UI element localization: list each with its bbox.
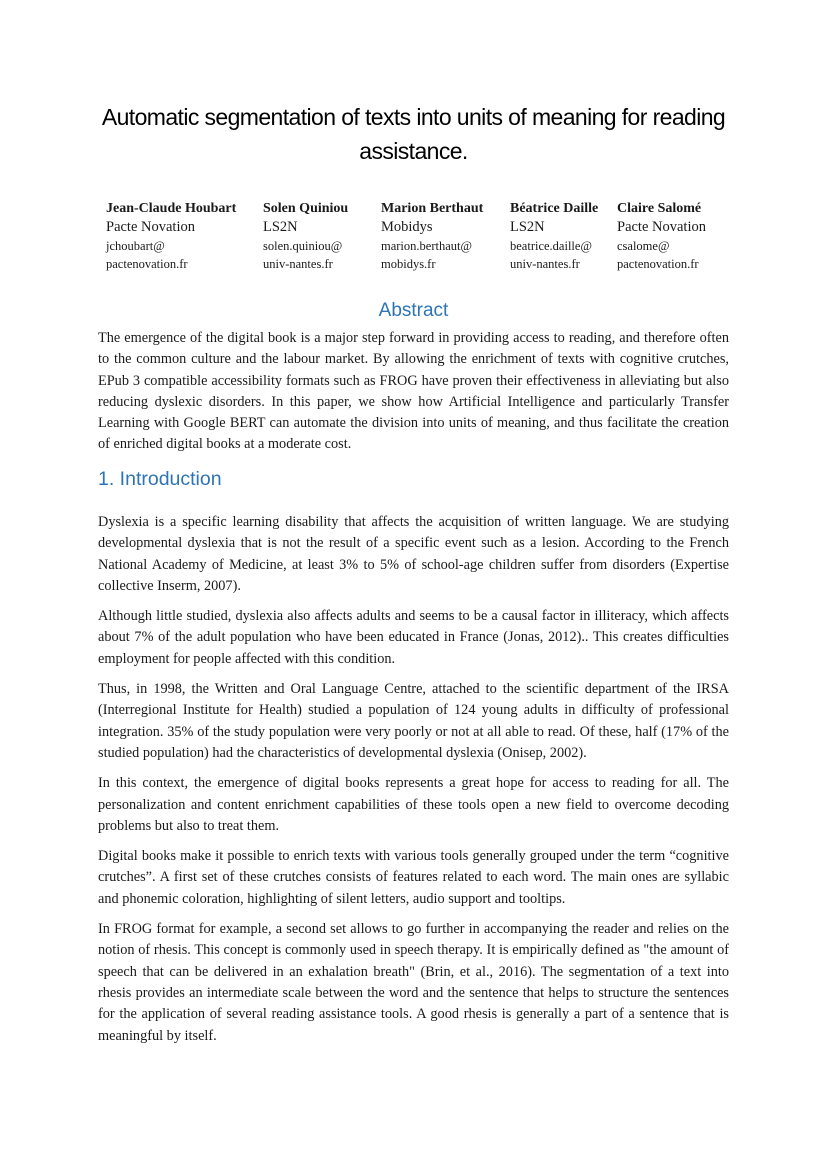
author-email-domain: pactenovation.fr <box>106 257 188 271</box>
author-email-user: jchoubart@ <box>106 239 165 253</box>
author-affiliation: Mobidys <box>381 219 433 235</box>
author-affiliation: Pacte Novation <box>106 219 195 235</box>
paragraph: Thus, in 1998, the Written and Oral Language Centre, attached to the scientific department of the IRSA (Interregional Institute for Health) studied a population of 124 young adults in difficulty of professional integration. 35% of the study population were very poorly or not at all able to read. Of these, half (17% of the studied population) had the characteristics of developmental dyslexia (Onisep, 2002). <box>98 681 729 761</box>
introduction-body <box>98 512 729 1056</box>
author-email-domain: pactenovation.fr <box>617 257 699 271</box>
abstract-body <box>98 328 729 465</box>
author-name: Marion Berthaut <box>381 201 484 216</box>
paragraph: In FROG format for example, a second set allows to go further in accompanying the reader and relies on the notion of rhesis. This concept is commonly used in speech therapy. It is empirically defined as "the amount of speech that can be delivered in an exhalation breath" (Brin, et al., 2016). The segmentation of a text into rhesis provides an intermediate scale between the word and the sentence that helps to structure the sentences for the application of several reading assistance tools. A good rhesis is generally a part of a sentence that is meaningful by itself. <box>98 921 729 1044</box>
paragraph: Digital books make it possible to enrich texts with various tools generally grouped under the term “cognitive crutches”. A first set of these crutches consists of features related to each word. The main ones are syllabic and phonemic coloration, highlighting of silent letters, audio support and tooltips. <box>98 848 729 907</box>
paragraph: In this context, the emergence of digital books represents a great hope for access to reading for all. The personalization and content enrichment capabilities of these tools open a new field to overcome decoding problems but also to treat them. <box>98 775 729 834</box>
author-affiliation: LS2N <box>510 219 545 235</box>
author-email-user: marion.berthaut@ <box>381 239 472 253</box>
paper-title: Automatic segmentation of texts into units of meaning for reading assistance. <box>101 104 726 164</box>
abstract-heading: Abstract <box>378 300 449 321</box>
abstract-text: The emergence of the digital book is a major step forward in providing access to reading, and therefore often to the common culture and the labour market. By allowing the enrichment of texts with cognitive crutches, EPub 3 compatible accessibility formats such as FROG have proven their effectiveness in alleviating but also reducing dyslexic disorders. In this paper, we show how Artificial Intelligence and particularly Transfer Learning with Google BERT can automate the division into units of meaning, and thus facilitate the creation of enriched digital books at a moderate cost. <box>98 330 729 453</box>
author-email-domain: univ-nantes.fr <box>510 257 580 271</box>
author-email-domain: mobidys.fr <box>381 257 436 271</box>
paragraph: Dyslexia is a specific learning disability that affects the acquisition of written language. We are studying developmental dyslexia that is not the result of a specific event such as a lesion. According to the French National Academy of Medicine, at least 3% to 5% of school-age children suffer from disorders (Expertise collective Inserm, 2007). <box>98 514 729 594</box>
author-affiliation: LS2N <box>263 219 298 235</box>
author-email-domain: univ-nantes.fr <box>263 257 333 271</box>
author-affiliation: Pacte Novation <box>617 219 706 235</box>
author-block <box>617 199 706 273</box>
author-email-user: csalome@ <box>617 239 670 253</box>
author-email-user: beatrice.daille@ <box>510 239 592 253</box>
author-block <box>510 199 598 273</box>
section-heading-introduction: 1. Introduction <box>98 468 222 490</box>
author-name: Jean-Claude Houbart <box>106 201 237 216</box>
author-block <box>263 199 348 273</box>
author-name: Claire Salomé <box>617 201 702 216</box>
author-name: Béatrice Daille <box>510 201 599 216</box>
author-email-user: solen.quiniou@ <box>263 239 343 253</box>
author-block <box>381 199 483 273</box>
author-name: Solen Quiniou <box>263 201 349 216</box>
paragraph: Although little studied, dyslexia also affects adults and seems to be a causal factor in illiteracy, which affects about 7% of the adult population who have been educated in France (Jonas, 2012).. This creates difficulties employment for people affected with this condition. <box>98 608 729 667</box>
author-block <box>106 199 236 273</box>
